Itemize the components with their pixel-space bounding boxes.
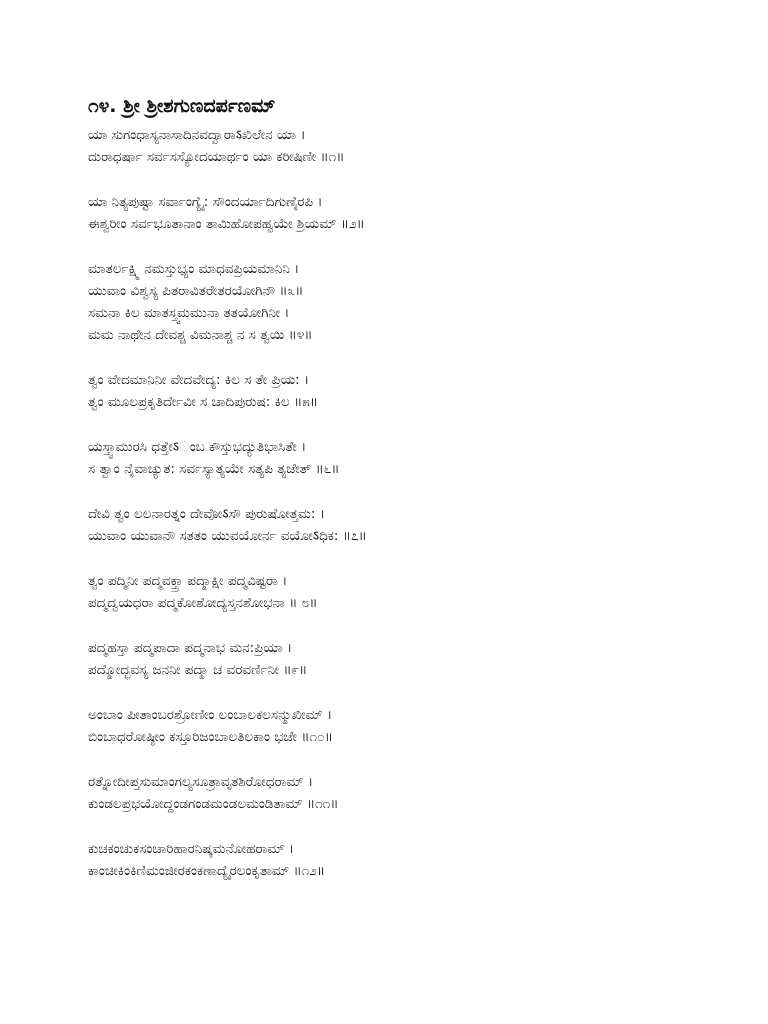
verse-line: ಕುಂಡಲಪ್ರಭಯೋದ್ದಂಡಗಂಡಮಂಡಲಮಂಡಿತಾಮ್ ॥೧೧॥ — [88, 796, 339, 812]
verse-line: ಅಂಬಾಂ ಪೀತಾಂಬರಶ್ರೋಣೀಂ ಲಂಬಾಲಕಲಸನ್ಮುಖೀಮ್ । — [88, 707, 333, 723]
verse-line: ಯಾ ಸುಗಂಧಾಸ್ಯನಾಸಾದಿನವದ್ವಾರಾऽಖಿಲೇನ ಯಾ । — [88, 127, 306, 143]
stanza — [88, 503, 748, 547]
stanza — [88, 191, 748, 235]
verse-line: ಮಮ ನಾಥೇನ ದೇವಶ್ಚ ವಿಮನಾಶ್ಚ ನ ಸ ತ್ವಯಿ ॥೪॥ — [88, 327, 313, 343]
stanza-list — [88, 124, 748, 882]
verse-line: ದುರಾಧರ್ಷಾ ಸರ್ವಸಸ್ಯೋದಯಾರ್ಥಂ ಯಾ ಕರೀಷಿಣೀ ॥೧॥ — [88, 149, 345, 165]
verse-line: ದೇವಿ ತ್ವಂ ಲಲನಾರತ್ನಂ ದೇವೋऽಸೌ ಪುರುಷೋತ್ತಮ: । — [88, 506, 325, 522]
verse-line: ಸಮನಾ ಕಿಲ ಮಾತಸ್ತ್ವಮಮುನಾ ತತಯೋಗಿನೀ । — [88, 305, 290, 321]
verse-line: ಕುಚಕಂಚುಕಸಂಚಾರಿಹಾರನಿಷ್ಕಮನೋಹರಾಮ್ । — [88, 841, 295, 857]
verse-line: ಯಸ್ತ್ವಾಮುರಸಿ ಧತ್ತೇऽಂಬ ಕೌಸ್ತುಭದ್ಯುತಿಭಾಸಿತೇ । — [88, 439, 307, 455]
verse-line: ಸ ತ್ವಾಂ ನೈವಾಚ್ಯುತ: ಸರ್ವಸ್ಯಾತ್ಯಯೇ ಸತ್ಯಪಿ ತ್ಯಜೇತ್ ॥೬॥ — [88, 461, 340, 477]
stanza — [88, 570, 748, 614]
verse-line: ರತ್ನೋದೀಪ್ತಸುಮಾಂಗಲ್ಯಸೂತ್ರಾವೃತಶಿರೋಧರಾಮ್ । — [88, 774, 314, 790]
stanza — [88, 637, 748, 681]
verse-line: ತ್ವಂ ಮೂಲಪ್ರಕೃತಿರ್ದೇವೀ ಸ ಚಾದಿಪುರುಷ: ಕಿಲ ॥೫॥ — [88, 394, 318, 410]
verse-line: ಈಶ್ವರೀಂ ಸರ್ವಭೂತಾನಾಂ ತಾಮಿಹೋಪಹ್ವಯೇ ಶ್ರಿಯಮ್ ॥೨॥ — [88, 216, 365, 232]
stanza — [88, 124, 748, 168]
verse-line: ಪದ್ಮಹಸ್ತಾ ಪದ್ಮಪಾದಾ ಪದ್ಮನಾಭ ಮನ:ಪ್ರಿಯಾ । — [88, 640, 293, 656]
document-title: ೧೪. ಶ್ರೀ ಶ್ರೀಶಗುಣದರ್ಪಣಮ್ — [88, 95, 276, 117]
stanza — [88, 369, 748, 413]
verse-line: ಯಾ ನಿತ್ಯಪುಷ್ಟಾ ಸರ್ವಾಂಗ್ಯೈ: ಸೌಂದರ್ಯಾದಿಗುಣೈರಪಿ । — [88, 194, 323, 210]
stanza — [88, 771, 748, 815]
verse-line: ಯುವಾಂ ಯುವಾನೌ ಸತತಂ ಯುವಯೋರ್ನ ವಯೋऽಧಿಕ: ॥೭॥ — [88, 528, 367, 544]
verse-line: ಬಿಂಬಾಧರೋಷ್ಠೀಂ ಕಸ್ತೂರಿಜಂಬಾಲತಿಲಕಾಂ ಭಜೇ ॥೧೦॥ — [88, 729, 333, 745]
stanza — [88, 704, 748, 748]
verse-line: ತ್ವಂ ವೇದಮಾನಿನೀ ವೇದವೇದ್ಯ: ಕಿಲ ಸ ತೇ ಪ್ರಿಯ: । — [88, 372, 310, 388]
stanza — [88, 838, 748, 882]
stanza — [88, 436, 748, 480]
document-page — [88, 92, 748, 905]
verse-line: ತ್ವಂ ಪದ್ಮಿನೀ ಪದ್ಮವಕ್ತ್ರಾ ಪದ್ಮಾಕ್ಷೀ ಪದ್ಮವಿಷ್ಟರಾ । — [88, 573, 288, 589]
verse-line: ಯುವಾಂ ವಿಶ್ವಸ್ಯ ಪಿತರಾವಿತರೇತರಯೋಗಿನೌ ॥೩॥ — [88, 283, 304, 299]
verse-line: ಪದ್ಮೋದ್ಭವಸ್ಯ ಜನನೀ ಪದ್ಮಾ ಚ ವರವರ್ಣಿನೀ ॥೯॥ — [88, 662, 308, 678]
verse-line: ಪದ್ಮದ್ವಯಧರಾ ಪದ್ಮಕೋಶೋದ್ಯಸ್ತನಶೋಭನಾ ॥ ೮॥ — [88, 595, 318, 611]
stanza — [88, 258, 748, 346]
verse-line: ಕಾಂಚೀಕಿಂಕಿಣಿಮಂಜೀರಕಂಕಣಾದ್ಯೈರಲಂಕೃತಾಮ್ ॥೧೨॥ — [88, 863, 325, 879]
verse-line: ಮಾತರ್ಲಕ್ಷ್ಮಿ ನಮಸ್ತುಭ್ಯಂ ಮಾಧವಪ್ರಿಯಮಾನಿನಿ । — [88, 261, 300, 277]
